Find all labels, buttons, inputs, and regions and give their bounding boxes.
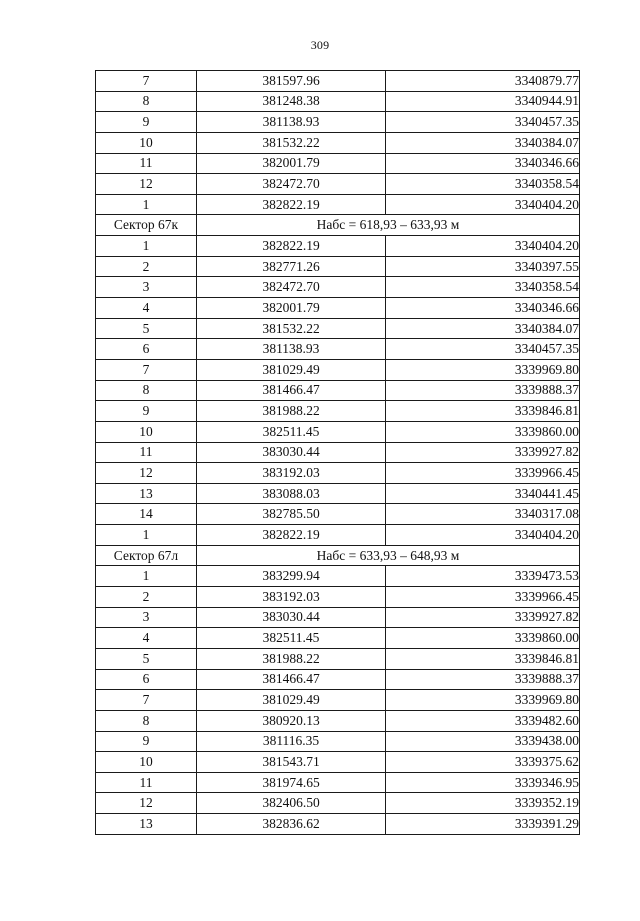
table-row <box>96 566 580 587</box>
table-row <box>96 91 580 112</box>
table-row <box>96 710 580 731</box>
x-coordinate: 382001.79 <box>197 153 386 174</box>
y-coordinate: 3339482.60 <box>386 710 580 731</box>
x-coordinate: 383030.44 <box>197 607 386 628</box>
x-coordinate: 381138.93 <box>197 339 386 360</box>
sector-name: Сектор 67л <box>96 545 197 566</box>
table-row <box>96 690 580 711</box>
point-number: 11 <box>96 442 197 463</box>
table-row <box>96 71 580 92</box>
table-row <box>96 153 580 174</box>
y-coordinate: 3340404.20 <box>386 194 580 215</box>
y-coordinate: 3340346.66 <box>386 153 580 174</box>
table-row <box>96 132 580 153</box>
page-number: 309 <box>310 38 330 52</box>
x-coordinate: 382785.50 <box>197 504 386 525</box>
point-number: 5 <box>96 318 197 339</box>
y-coordinate: 3340457.35 <box>386 339 580 360</box>
x-coordinate: 381988.22 <box>197 401 386 422</box>
y-coordinate: 3339888.37 <box>386 380 580 401</box>
x-coordinate: 382511.45 <box>197 628 386 649</box>
point-number: 1 <box>96 566 197 587</box>
table-row <box>96 669 580 690</box>
x-coordinate: 381543.71 <box>197 752 386 773</box>
y-coordinate: 3339473.53 <box>386 566 580 587</box>
point-number: 6 <box>96 669 197 690</box>
point-number: 3 <box>96 277 197 298</box>
y-coordinate: 3339888.37 <box>386 669 580 690</box>
y-coordinate: 3339966.45 <box>386 587 580 608</box>
x-coordinate: 382472.70 <box>197 277 386 298</box>
table-row <box>96 463 580 484</box>
table-row <box>96 731 580 752</box>
point-number: 11 <box>96 153 197 174</box>
point-number: 1 <box>96 194 197 215</box>
point-number: 3 <box>96 607 197 628</box>
point-number: 7 <box>96 71 197 92</box>
table-row <box>96 793 580 814</box>
y-coordinate: 3339352.19 <box>386 793 580 814</box>
point-number: 9 <box>96 401 197 422</box>
x-coordinate: 382836.62 <box>197 814 386 835</box>
table-row <box>96 442 580 463</box>
sector-name: Сектор 67к <box>96 215 197 236</box>
y-coordinate: 3339927.82 <box>386 442 580 463</box>
y-coordinate: 3339966.45 <box>386 463 580 484</box>
y-coordinate: 3339846.81 <box>386 401 580 422</box>
y-coordinate: 3340397.55 <box>386 256 580 277</box>
sector-height-range: Набс = 618,93 – 633,93 м <box>197 215 580 236</box>
y-coordinate: 3340358.54 <box>386 174 580 195</box>
table-row <box>96 628 580 649</box>
y-coordinate: 3340441.45 <box>386 483 580 504</box>
x-coordinate: 383192.03 <box>197 463 386 484</box>
table-row <box>96 112 580 133</box>
y-coordinate: 3339969.80 <box>386 359 580 380</box>
x-coordinate: 382406.50 <box>197 793 386 814</box>
x-coordinate: 382511.45 <box>197 421 386 442</box>
point-number: 6 <box>96 339 197 360</box>
y-coordinate: 3340879.77 <box>386 71 580 92</box>
point-number: 13 <box>96 814 197 835</box>
x-coordinate: 381248.38 <box>197 91 386 112</box>
point-number: 14 <box>96 504 197 525</box>
y-coordinate: 3339391.29 <box>386 814 580 835</box>
point-number: 11 <box>96 772 197 793</box>
sector-header-row <box>96 545 580 566</box>
x-coordinate: 382472.70 <box>197 174 386 195</box>
table-row <box>96 648 580 669</box>
point-number: 4 <box>96 298 197 319</box>
y-coordinate: 3340317.08 <box>386 504 580 525</box>
x-coordinate: 383030.44 <box>197 442 386 463</box>
x-coordinate: 383088.03 <box>197 483 386 504</box>
y-coordinate: 3339375.62 <box>386 752 580 773</box>
y-coordinate: 3340358.54 <box>386 277 580 298</box>
x-coordinate: 381116.35 <box>197 731 386 752</box>
point-number: 1 <box>96 525 197 546</box>
table-row <box>96 483 580 504</box>
table-row <box>96 607 580 628</box>
x-coordinate: 382001.79 <box>197 298 386 319</box>
y-coordinate: 3339860.00 <box>386 628 580 649</box>
point-number: 12 <box>96 463 197 484</box>
y-coordinate: 3340384.07 <box>386 318 580 339</box>
table-row <box>96 401 580 422</box>
table-row <box>96 194 580 215</box>
y-coordinate: 3339438.00 <box>386 731 580 752</box>
x-coordinate: 381138.93 <box>197 112 386 133</box>
sector-height-range: Набс = 633,93 – 648,93 м <box>197 545 580 566</box>
table-row <box>96 380 580 401</box>
y-coordinate: 3340384.07 <box>386 132 580 153</box>
coordinates-table <box>95 70 580 835</box>
x-coordinate: 381597.96 <box>197 71 386 92</box>
point-number: 9 <box>96 731 197 752</box>
table-row <box>96 814 580 835</box>
point-number: 10 <box>96 752 197 773</box>
table-row <box>96 752 580 773</box>
point-number: 8 <box>96 710 197 731</box>
table-row <box>96 359 580 380</box>
x-coordinate: 381466.47 <box>197 380 386 401</box>
x-coordinate: 382822.19 <box>197 236 386 257</box>
x-coordinate: 380920.13 <box>197 710 386 731</box>
table-row <box>96 525 580 546</box>
point-number: 5 <box>96 648 197 669</box>
table-row <box>96 587 580 608</box>
y-coordinate: 3339969.80 <box>386 690 580 711</box>
coordinates-table-body <box>96 71 580 835</box>
table-row <box>96 421 580 442</box>
y-coordinate: 3339927.82 <box>386 607 580 628</box>
table-row <box>96 298 580 319</box>
x-coordinate: 382822.19 <box>197 194 386 215</box>
y-coordinate: 3339346.95 <box>386 772 580 793</box>
table-row <box>96 256 580 277</box>
x-coordinate: 381532.22 <box>197 132 386 153</box>
point-number: 7 <box>96 359 197 380</box>
point-number: 1 <box>96 236 197 257</box>
point-number: 10 <box>96 132 197 153</box>
point-number: 9 <box>96 112 197 133</box>
x-coordinate: 383192.03 <box>197 587 386 608</box>
point-number: 2 <box>96 587 197 608</box>
sector-header-row <box>96 215 580 236</box>
point-number: 4 <box>96 628 197 649</box>
point-number: 7 <box>96 690 197 711</box>
x-coordinate: 382822.19 <box>197 525 386 546</box>
table-row <box>96 318 580 339</box>
x-coordinate: 381029.49 <box>197 359 386 380</box>
point-number: 12 <box>96 793 197 814</box>
y-coordinate: 3340346.66 <box>386 298 580 319</box>
x-coordinate: 381974.65 <box>197 772 386 793</box>
y-coordinate: 3340404.20 <box>386 525 580 546</box>
x-coordinate: 381532.22 <box>197 318 386 339</box>
y-coordinate: 3340404.20 <box>386 236 580 257</box>
x-coordinate: 382771.26 <box>197 256 386 277</box>
x-coordinate: 381988.22 <box>197 648 386 669</box>
table-row <box>96 277 580 298</box>
x-coordinate: 383299.94 <box>197 566 386 587</box>
point-number: 12 <box>96 174 197 195</box>
table-row <box>96 504 580 525</box>
y-coordinate: 3339860.00 <box>386 421 580 442</box>
y-coordinate: 3340944.91 <box>386 91 580 112</box>
point-number: 13 <box>96 483 197 504</box>
table-row <box>96 236 580 257</box>
point-number: 8 <box>96 91 197 112</box>
table-row <box>96 339 580 360</box>
y-coordinate: 3340457.35 <box>386 112 580 133</box>
table-row <box>96 174 580 195</box>
y-coordinate: 3339846.81 <box>386 648 580 669</box>
point-number: 10 <box>96 421 197 442</box>
point-number: 2 <box>96 256 197 277</box>
x-coordinate: 381029.49 <box>197 690 386 711</box>
x-coordinate: 381466.47 <box>197 669 386 690</box>
point-number: 8 <box>96 380 197 401</box>
table-row <box>96 772 580 793</box>
